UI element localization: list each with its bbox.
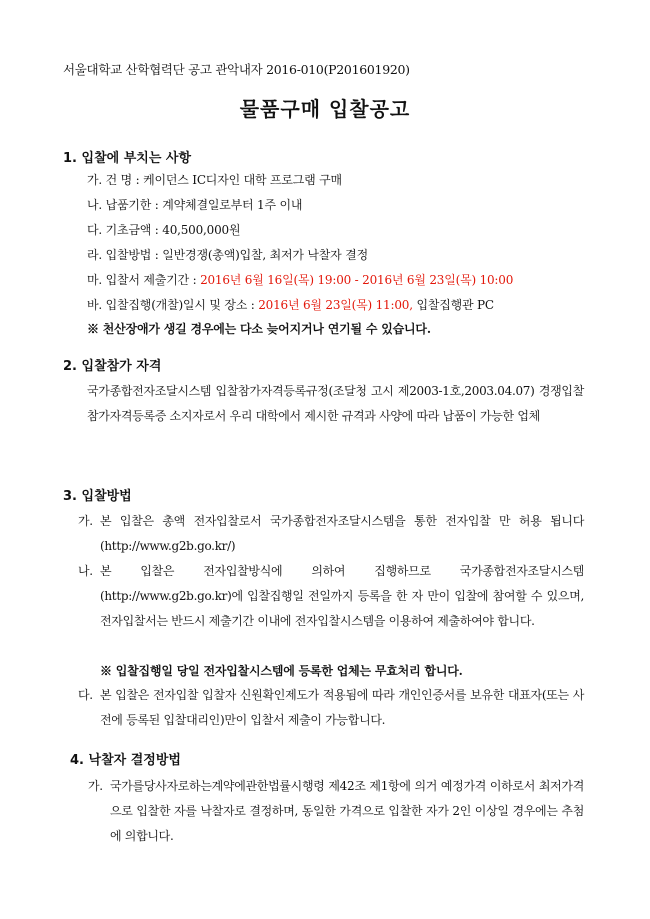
item-base-amount: 다. 기초금액 : 40,500,000원 [87, 223, 241, 237]
delay-notice: ※ 천산장애가 생길 경우에는 다소 늦어지거나 연기될 수 있습니다. [87, 322, 431, 336]
bid-method-item-c [78, 683, 584, 733]
opening-datetime-value: 2016년 6월 23일(목) 11:00, [258, 298, 413, 312]
item-marker: 가. [78, 514, 93, 528]
section-4-heading: 4. 낙찰자 결정방법 [70, 753, 181, 768]
bid-method-item-b-text: 본 입찰은 전자입찰방식에 의하여 집행하므로 국가종합전자조달시스템 (http://www.g2b.go.kr)에 입찰집행일 전일까지 등록을 한 자 만이 입찰에 참여할 수 있으며, 전자입찰서는 반드시 제출기간 이내에 전자입찰시스템을 이용하여 제출하여야 합니다. [100, 564, 584, 628]
section-2-heading: 2. 입찰참가 자격 [63, 359, 162, 374]
bid-method-item-a-text: 본 입찰은 총액 전자입찰로서 국가종합전자조달시스템을 통한 전자입찰 만 허용 됩니다(http://www.g2b.go.kr/) [100, 514, 584, 553]
submission-period-value: 2016년 6월 16일(목) 19:00 - 2016년 6월 23일(목) 10:00 [200, 273, 514, 287]
bid-method-item-c-text: 본 입찰은 전자입찰 입찰자 신원확인제도가 적용됨에 따라 개인인증서를 보유한 대표자(또는 사전에 등록된 입찰대리인)만이 입찰서 제출이 가능합니다. [100, 688, 584, 727]
bid-method-item-b [78, 559, 584, 634]
item-marker: 나. [78, 564, 93, 578]
item-marker: 가. [88, 779, 103, 793]
award-method-item-a [88, 774, 584, 849]
submission-period-label: 마. 입찰서 제출기간 : [87, 273, 201, 287]
item-opening-datetime [87, 296, 494, 313]
item-delivery-deadline: 나. 납품기한 : 계약체결일로부터 1주 이내 [87, 198, 303, 212]
section-3-heading: 3. 입찰방법 [63, 489, 132, 504]
invalid-registration-note: ※ 입찰집행일 당일 전자입찰시스템에 등록한 업체는 무효처리 합니다. [100, 664, 463, 678]
page-title: 물품구매 입찰공고 [239, 97, 411, 121]
eligibility-paragraph: 국가종합전자조달시스템 입찰참가자격등록규정(조달청 고시 제2003-1호,2003.04.07) 경쟁입찰참가자격등록증 소지자로서 우리 대학에서 제시한 규격과 사양에 따라 납품이 가능한 업체 [87, 384, 584, 423]
opening-datetime-label: 바. 입찰집행(개찰)일시 및 장소 : [87, 298, 259, 312]
item-bid-method: 라. 입찰방법 : 일반경쟁(총액)입찰, 최저가 낙찰자 결정 [87, 248, 368, 262]
opening-place: 입찰집행관 PC [412, 298, 494, 312]
award-method-item-a-text: 국가를당사자로하는계약에관한법률시행령 제42조 제1항에 의거 예정가격 이하로서 최저가격으로 입찰한 자를 낙찰자로 결정하며, 동일한 가격으로 입찰한 자가 2인 이상일 경우에는 추첨에 의합니다. [110, 779, 584, 843]
section-1-heading: 1. 입찰에 부치는 사항 [63, 151, 192, 166]
item-marker: 다. [78, 688, 93, 702]
item-subject: 가. 건 명 : 케이던스 IC디자인 대학 프로그램 구매 [87, 173, 342, 187]
bid-method-item-a [78, 509, 584, 559]
notice-number: 서울대학교 산학협력단 공고 관악내자 2016-010(P201601920) [63, 62, 410, 77]
item-submission-period [87, 271, 513, 288]
